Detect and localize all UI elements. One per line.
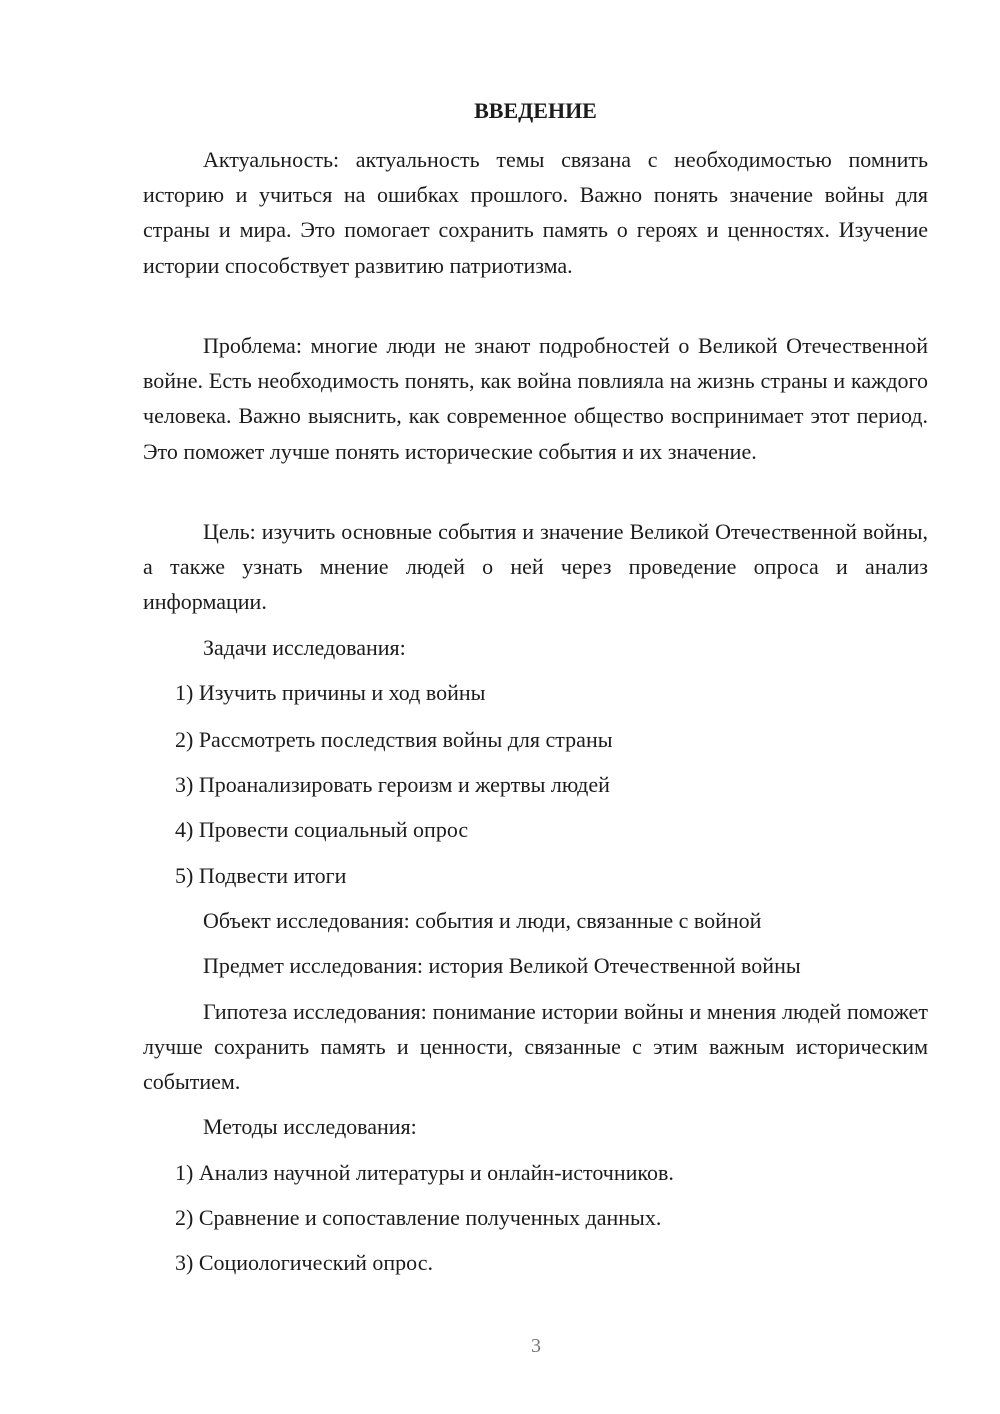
- research-subject: Предмет исследования: история Великой Отечественной войны: [203, 953, 801, 978]
- hypothesis-paragraph: Гипотеза исследования: понимание истории войны и мнения людей поможет лучше сохранить память и ценности, связанные с этим важным историческим событием.: [143, 999, 928, 1095]
- method-item-2: 2) Сравнение и сопоставление полученных данных.: [175, 1205, 662, 1230]
- problem-paragraph: Проблема: многие люди не знают подробностей о Великой Отечественной войне. Есть необходимость понять, как война повлияла на жизнь страны и каждого человека. Важно выяснить, как современное общество воспринимает этот период. Это поможет лучше понять исторические события и их значение.: [143, 333, 928, 464]
- task-item-1: 1) Изучить причины и ход войны: [175, 680, 486, 705]
- task-item-5: 5) Подвести итоги: [175, 863, 347, 888]
- tasks-heading: Задачи исследования:: [203, 635, 406, 660]
- page-number: 3: [531, 1335, 541, 1357]
- task-item-3: 3) Проанализировать героизм и жертвы людей: [175, 772, 610, 797]
- method-item-1: 1) Анализ научной литературы и онлайн-источников.: [175, 1160, 674, 1185]
- goal-paragraph: Цель: изучить основные события и значение Великой Отечественной войны, а также узнать мнение людей о ней через проведение опроса и анализ информации.: [143, 519, 928, 615]
- task-item-2: 2) Рассмотреть последствия войны для страны: [175, 727, 613, 752]
- research-object: Объект исследования: события и люди, связанные с войной: [203, 908, 762, 933]
- task-item-4: 4) Провести социальный опрос: [175, 817, 469, 842]
- method-item-3: 3) Социологический опрос.: [175, 1250, 433, 1275]
- methods-heading: Методы исследования:: [203, 1114, 417, 1139]
- page-title: ВВЕДЕНИЕ: [474, 98, 597, 123]
- relevance-paragraph: Актуальность: актуальность темы связана с необходимостью помнить историю и учиться на ошибках прошлого. Важно понять значение войны для страны и мира. Это помогает сохранить память о героях и ценностях. Изучение истории способствует развитию патриотизма.: [143, 147, 928, 278]
